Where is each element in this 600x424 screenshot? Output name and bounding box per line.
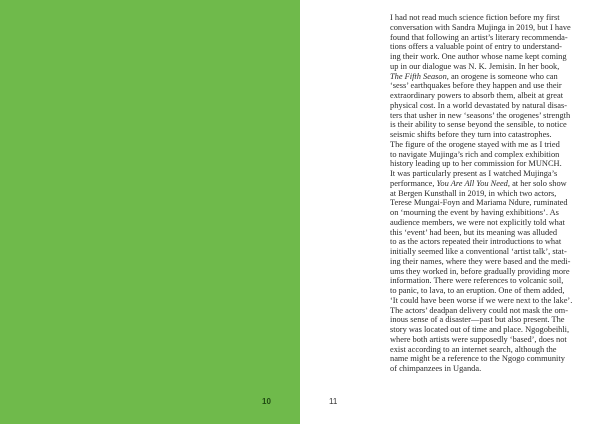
italic-title: You Are All You Need <box>436 178 508 188</box>
text-segment: conversation with Sandra Mujinga in 2019, but I have <box>390 22 571 32</box>
text-line <box>390 267 595 277</box>
text-line <box>390 159 595 169</box>
text-segment: history leading up to her commission for MUNCH. <box>390 159 562 169</box>
text-segment: ing their work. One author whose name kept coming <box>390 52 567 61</box>
text-segment: ums they worked in, before gradually providing more <box>390 266 570 276</box>
text-line <box>390 140 595 150</box>
text-segment: found that following an artist’s literary recommenda- <box>390 32 568 42</box>
text-line <box>390 52 595 62</box>
text-segment: exist according to an internet search, although the <box>390 344 557 354</box>
text-line <box>390 276 595 286</box>
text-line <box>390 208 595 218</box>
text-segment: ‘It could have been worse if we were next to the lake’. <box>390 295 573 305</box>
text-line <box>390 237 595 247</box>
text-line <box>390 81 595 91</box>
text-segment: at Bergen Kunsthall in 2019, in which two actors, <box>390 188 557 198</box>
text-line <box>390 120 595 130</box>
page-number-left: 10 <box>262 397 271 406</box>
text-segment: to panic, to lava, to an eruption. One of them added, <box>390 286 565 295</box>
text-line <box>390 42 595 52</box>
text-segment: story was located out of time and place. Ngogobeihli, <box>390 325 570 334</box>
text-segment: , an orogene is someone who can <box>446 71 558 81</box>
text-line <box>390 345 595 355</box>
text-segment: this ‘event’ had been, but its meaning was alluded <box>390 227 558 237</box>
text-segment: Terese Mungai-Foyn and Mariama Ndure, ruminated <box>390 198 568 208</box>
text-line <box>390 364 595 374</box>
text-line <box>390 72 595 82</box>
text-segment: up in our dialogue was N. K. Jemisin. In her book, <box>390 61 560 71</box>
text-line <box>390 257 595 267</box>
text-line <box>390 91 595 101</box>
text-segment: to navigate Mujinga’s rich and complex exhibition <box>390 149 560 159</box>
text-line <box>390 286 595 296</box>
text-segment: on ‘mourning the event by having exhibitions’. As <box>390 208 559 217</box>
text-segment: inous sense of a disaster—past but also present. The <box>390 315 565 325</box>
text-segment: ‘sess’ earthquakes before they happen and use their <box>390 81 562 91</box>
text-segment: physical cost. In a world devastated by natural disas- <box>390 100 567 110</box>
text-line <box>390 101 595 111</box>
text-segment: audience members, we were not explicitly told what <box>390 217 565 227</box>
text-line <box>390 354 595 364</box>
text-segment: It was particularly present as I watched Mujinga’s <box>390 169 558 178</box>
text-line <box>390 218 595 228</box>
text-line <box>390 315 595 325</box>
italic-title: The Fifth Season <box>390 71 447 81</box>
text-line <box>390 296 595 306</box>
text-line <box>390 306 595 316</box>
text-segment: , at her solo show <box>507 178 567 188</box>
text-segment: initially seemed like a conventional ‘artist talk’, stat- <box>390 247 567 256</box>
body-text <box>390 13 595 374</box>
text-segment: extraordinary powers to absorb them, albeit at great <box>390 91 564 100</box>
text-line <box>390 335 595 345</box>
text-segment: name might be a reference to the Ngogo community <box>390 354 565 364</box>
text-segment: where both artists were supposedly ‘based’, does not <box>390 334 567 344</box>
text-segment: to as the actors repeated their introductions to what <box>390 237 562 247</box>
text-segment: ters that usher in new ‘seasons’ the orogenes’ strength <box>390 110 571 120</box>
text-line <box>390 189 595 199</box>
text-segment: seismic shifts before they turn into catastrophes. <box>390 130 552 139</box>
text-segment: The figure of the orogene stayed with me as I tried <box>390 139 560 149</box>
text-line <box>390 198 595 208</box>
text-line <box>390 169 595 179</box>
text-line <box>390 13 595 23</box>
text-line <box>390 111 595 121</box>
page-number-right: 11 <box>329 397 338 406</box>
text-line <box>390 23 595 33</box>
text-line <box>390 228 595 238</box>
text-segment: ing their names, where they were based and the medi- <box>390 256 571 266</box>
text-line <box>390 325 595 335</box>
text-segment: tions offers a valuable point of entry to understand- <box>390 42 562 52</box>
text-segment: performance, <box>390 178 437 188</box>
text-line <box>390 179 595 189</box>
text-segment: The actors’ deadpan delivery could not mask the om- <box>390 305 568 315</box>
text-segment: information. There were references to volcanic soil, <box>390 276 564 286</box>
text-line <box>390 62 595 72</box>
text-line <box>390 247 595 257</box>
text-line <box>390 130 595 140</box>
text-segment: I had not read much science fiction before my first <box>390 13 560 22</box>
text-segment: is their ability to sense beyond the sensible, to notice <box>390 120 567 130</box>
text-segment: of chimpanzees in Uganda. <box>390 364 482 373</box>
text-line <box>390 33 595 43</box>
text-line <box>390 150 595 160</box>
